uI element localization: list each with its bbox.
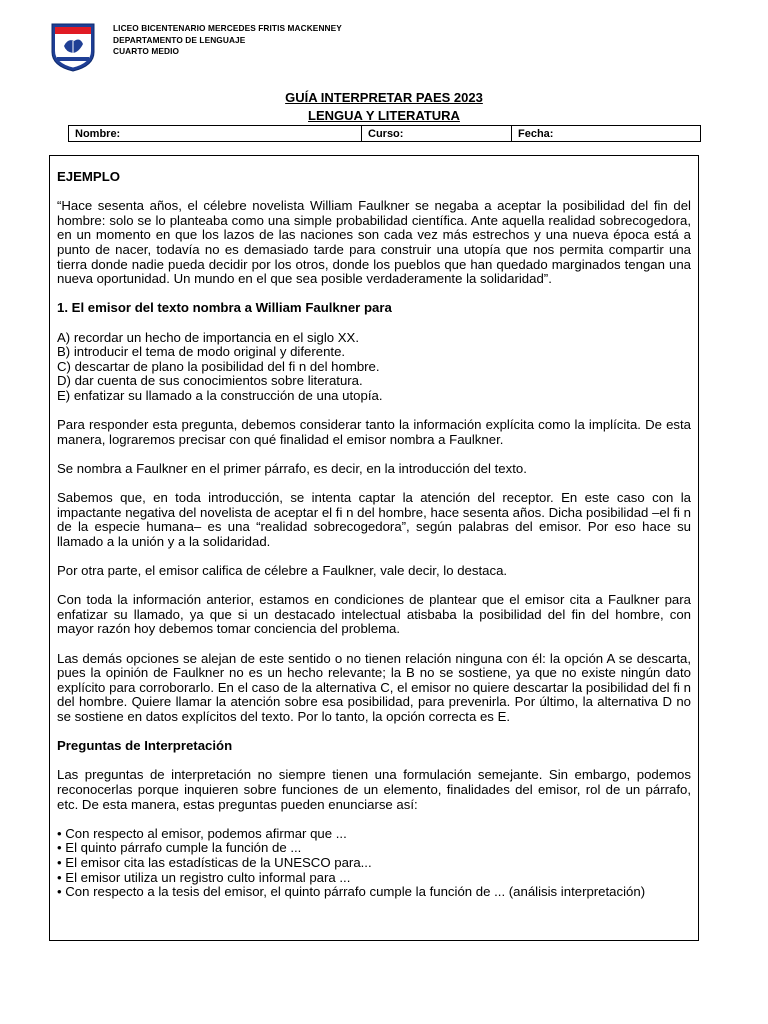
example-heading: EJEMPLO [57,169,121,184]
section-intro: Las preguntas de interpretación no siempre tienen una formulación semejante. Sin embargo, podemos reconocerlas porque inquieren sobre funciones de un elemento, finalidades del emisor, rol de un párrafo, etc. De esta manera, estas preguntas pueden enunciarse así: [57,767,691,812]
list-item: • El emisor cita las estadísticas de la UNESCO para... [57,854,372,870]
option-c: C) descartar de plano la posibilidad del fi n del hombre. [57,358,380,374]
section-heading: Preguntas de Interpretación [57,738,233,754]
explanation-paragraph-1: Para responder esta pregunta, debemos considerar tanto la información explícita como la implícita. De esta manera, lograremos precisar con qué finalidad el emisor nombra a Faulkner. [57,417,691,447]
department-name: DEPARTAMENTO DE LENGUAJE [113,34,246,45]
explanation-paragraph-5: Con toda la información anterior, estamos en condiciones de plantear que el emisor cita a Faulkner para enfatizar su llamado, ya que si un destacado intelectual atisbaba la posibilidad del fin del hombre, con mayor razón hoy debemos tomar conciencia del problema. [57,592,691,637]
subject-title: LENGUA Y LITERATURA [308,108,460,123]
answer-options [57,331,691,404]
guide-content [57,170,691,914]
option-b: B) introducir el tema de modo original y diferente. [57,344,346,360]
course-field[interactable]: Curso: [362,126,512,142]
school-header [113,23,342,58]
explanation-paragraph-4: Por otra parte, el emisor califica de célebre a Faulkner, vale decir, lo destaca. [57,563,508,579]
list-item: • Con respecto al emisor, podemos afirmar que ... [57,825,347,841]
name-field[interactable]: Nombre: [69,126,362,142]
school-name: LICEO BICENTENARIO MERCEDES FRITIS MACKENNEY [113,23,342,33]
school-crest-icon [50,22,96,72]
explanation-paragraph-2: Se nombra a Faulkner en el primer párrafo, es decir, en la introducción del texto. [57,460,527,476]
option-e: E) enfatizar su llamado a la construcción de una utopía. [57,387,383,403]
guide-title: GUÍA INTERPRETAR PAES 2023 [285,90,483,105]
date-field[interactable]: Fecha: [512,126,701,142]
list-item: • El quinto párrafo cumple la función de ... [57,840,302,856]
question-examples-list [57,827,691,900]
grade-label: CUARTO MEDIO [113,46,180,56]
list-item: • El emisor utiliza un registro culto informal para ... [57,869,351,885]
student-info-table [68,125,701,142]
list-item: • Con respecto a la tesis del emisor, el quinto párrafo cumple la función de ... (análisis interpretación) [57,884,646,900]
example-quote: “Hace sesenta años, el célebre novelista William Faulkner se negaba a aceptar la posibilidad del fin del hombre: solo se lo planteaba como una simple probabilidad científica. Ante aquella realidad sobrecogedora, en un momento en que los lazos de las naciones son cada vez más estrechos y una nueva época está a punto de nacer, todavía no es demasiado tarde para construir una utopía que nos permita compartir una tierra donde nadie pueda decidir por los otros, donde los pueblos que han quedado marginados tengan una nueva oportunidad. Un mundo en el que sea posible verdaderamente la solidaridad”. [57,198,691,287]
explanation-paragraph-3: Sabemos que, en toda introducción, se intenta captar la atención del receptor. En este caso con la impactante negativa del novelista de aceptar el fi n del hombre, hace sesenta años. Dicha posibilidad –el fi n de la especie humana– es una “realidad sobrecogedora”, según palabras del emisor. Por eso hace su llamado a la unión y a la solidaridad. [57,490,691,549]
option-a: A) recordar un hecho de importancia en el siglo XX. [57,329,360,345]
option-d: D) dar cuenta de sus conocimientos sobre literatura. [57,373,363,389]
question-text: 1. El emisor del texto nombra a William Faulkner para [57,300,392,316]
explanation-paragraph-6: Las demás opciones se alejan de este sentido o no tienen relación ninguna con él: la opción A se descarta, pues la opinión de Faulkner no es un hecho relevante; la B no se sostiene, ya que no existe ningún dato explícito para corroborarlo. En el caso de la alternativa C, el emisor no quiere descartar la posibilidad del fi n del hombre. Quiere llamar la atención sobre esa posibilidad, para prevenirla. Por último, la alternativa D no se sostiene en datos explícitos del texto. Por lo tanto, la opción correcta es E. [57,650,691,724]
